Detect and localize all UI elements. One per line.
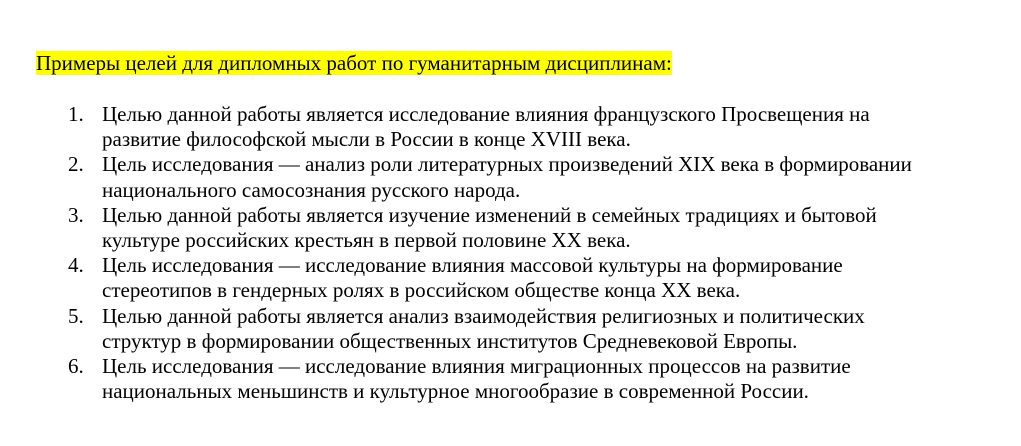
list-item-number: 3. bbox=[68, 202, 84, 227]
list-item-line: развитие философской мысли в России в конце XVIII века. bbox=[102, 127, 631, 152]
list-item-line: национальных меньшинств и культурное многообразие в современной России. bbox=[102, 379, 809, 404]
list-item-line: структур в формировании общественных институтов Средневековой Европы. bbox=[102, 328, 798, 353]
list-item bbox=[0, 354, 1000, 404]
heading-highlighted-text: Примеры целей для дипломных работ по гуманитарным дисциплинам: bbox=[36, 51, 672, 75]
list-item bbox=[0, 304, 1000, 354]
list-item bbox=[0, 152, 1000, 202]
list-item-line: Цель исследования — исследование влияния массовой культуры на формирование bbox=[102, 253, 843, 278]
list-item-number: 5. bbox=[68, 303, 84, 328]
list-item-line: Целью данной работы является анализ взаимодействия религиозных и политических bbox=[102, 303, 865, 328]
list-item-line: Целью данной работы является исследование влияния французского Просвещения на bbox=[102, 102, 870, 126]
list-item-line: культуре российских крестьян в первой половине XX века. bbox=[102, 228, 631, 253]
list-item-line: стереотипов в гендерных ролях в российском обществе конца XX века. bbox=[102, 278, 741, 303]
document-heading bbox=[36, 50, 672, 77]
list-item bbox=[0, 203, 1000, 253]
list-item-line: Цель исследования — исследование влияния миграционных процессов на развитие bbox=[102, 354, 851, 379]
list-item-number: 6. bbox=[68, 354, 84, 379]
goals-list bbox=[0, 102, 1000, 404]
list-item-line: Цель исследования — анализ роли литературных произведений XIX века в формировании bbox=[102, 152, 912, 177]
list-item-line: Целью данной работы является изучение изменений в семейных традициях и бытовой bbox=[102, 202, 877, 227]
list-item-number: 1. bbox=[68, 102, 84, 126]
list-item bbox=[0, 253, 1000, 303]
list-item-number: 4. bbox=[68, 253, 84, 278]
list-item bbox=[0, 102, 1000, 152]
list-item-line: национального самосознания русского народа. bbox=[102, 177, 521, 202]
list-item-number: 2. bbox=[68, 152, 84, 177]
